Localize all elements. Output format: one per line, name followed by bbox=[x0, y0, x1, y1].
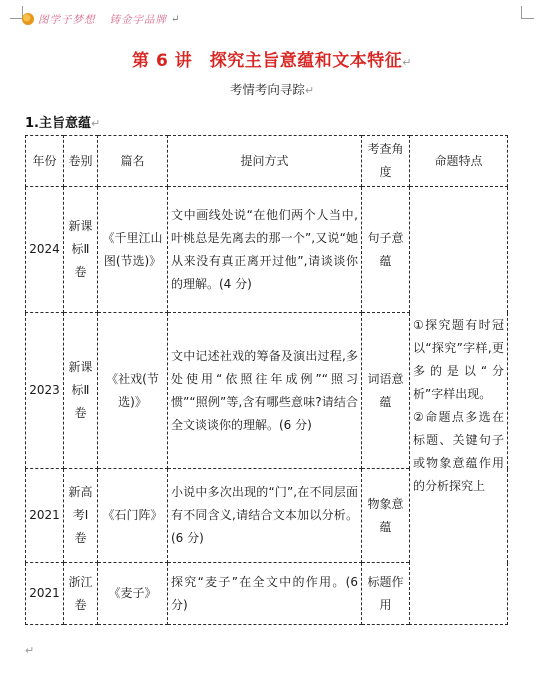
brand-text: 图学子梦想 bbox=[38, 13, 96, 26]
angle-cell: 词语意蕴 bbox=[362, 313, 410, 469]
table-row bbox=[26, 187, 508, 313]
work-cell: 《麦子》 bbox=[98, 563, 168, 625]
header-cell-question: 提问方式 bbox=[168, 136, 362, 187]
brand-text-2: 铸金字品牌 bbox=[109, 13, 167, 26]
year-cell: 2024 bbox=[26, 187, 64, 313]
work-cell: 《石门阵》 bbox=[98, 469, 168, 563]
feature-cell bbox=[410, 187, 508, 625]
paragraph-mark-icon: ↵ bbox=[304, 84, 315, 97]
paper-cell: 新课标Ⅱ卷 bbox=[64, 313, 98, 469]
work-cell: 《千里江山图(节选)》 bbox=[98, 187, 168, 313]
page-corner-mark-right bbox=[521, 6, 534, 19]
paragraph-mark-icon: ↵ bbox=[171, 13, 181, 25]
header-cell-angle: 考查角度 bbox=[362, 136, 410, 187]
subtitle-text: 考情考向寻踪 bbox=[229, 82, 305, 97]
angle-cell: 标题作用 bbox=[362, 563, 410, 625]
section-heading bbox=[25, 112, 100, 131]
paper-cell: 新课标Ⅱ卷 bbox=[64, 187, 98, 313]
paper-cell: 浙江卷 bbox=[64, 563, 98, 625]
header-cell-feature: 命题特点 bbox=[410, 136, 508, 187]
lesson-title-text: 第 6 讲 探究主旨意蕴和文本特征 bbox=[132, 51, 403, 71]
subtitle bbox=[0, 80, 544, 98]
table-header-row bbox=[26, 136, 508, 187]
exam-analysis-table bbox=[25, 135, 508, 625]
year-cell: 2021 bbox=[26, 469, 64, 563]
section-heading-text: 1.主旨意蕴 bbox=[25, 116, 91, 131]
brand-logo-icon bbox=[22, 13, 34, 25]
header-cell-year: 年份 bbox=[26, 136, 64, 187]
paragraph-mark-icon: ↵ bbox=[90, 117, 101, 130]
question-cell: 小说中多次出现的“门”,在不同层面有不同含义,请结合文本加以分析。(6 分) bbox=[168, 469, 362, 563]
paragraph-mark-icon: ↵ bbox=[25, 644, 35, 657]
paragraph-mark-icon: ↵ bbox=[402, 56, 412, 69]
lesson-title bbox=[0, 46, 544, 71]
header-brand bbox=[22, 11, 180, 27]
work-cell: 《社戏(节选)》 bbox=[98, 313, 168, 469]
question-cell: 文中记述社戏的筹备及演出过程,多处使用“依照往年成例”“照习惯”“照例”等,含有哪些意味?请结合全文谈谈你的理解。(6 分) bbox=[168, 313, 362, 469]
question-cell: 文中画线处说“在他们两个人当中,叶桃总是先离去的那一个”,又说“她从来没有真正离开过他”,请谈谈你的理解。(4 分) bbox=[168, 187, 362, 313]
angle-cell: 句子意蕴 bbox=[362, 187, 410, 313]
angle-cell: 物象意蕴 bbox=[362, 469, 410, 563]
feature-point-1: ①探究题有时冠以“探究”字样,更多的是以“分析”字样出现。 bbox=[413, 317, 504, 401]
year-cell: 2023 bbox=[26, 313, 64, 469]
question-cell: 探究“麦子”在全文中的作用。(6 分) bbox=[168, 563, 362, 625]
feature-point-2: ②命题点多选在标题、关键句子或物象意蕴作用的分析探究上 bbox=[413, 409, 504, 493]
header-cell-work: 篇名 bbox=[98, 136, 168, 187]
paper-cell: 新高考Ⅰ卷 bbox=[64, 469, 98, 563]
header-cell-paper: 卷别 bbox=[64, 136, 98, 187]
year-cell: 2021 bbox=[26, 563, 64, 625]
